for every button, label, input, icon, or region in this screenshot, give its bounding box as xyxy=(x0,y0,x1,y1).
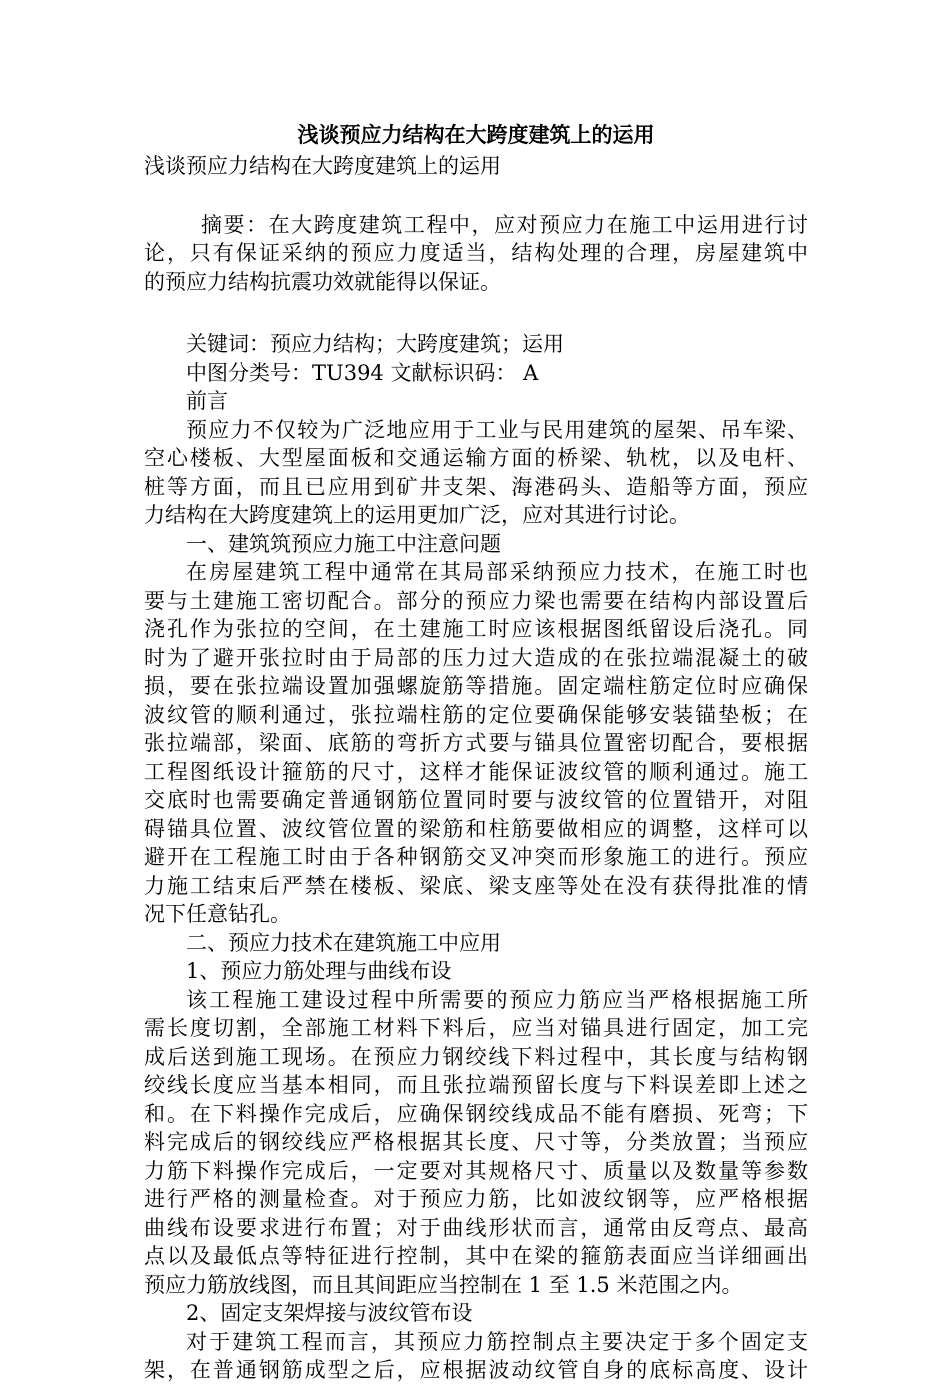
paragraph-line: 在房屋建筑工程中通常在其局部采纳预应力技术，在施工时也 xyxy=(186,560,808,584)
document-page xyxy=(144,118,808,1385)
paragraph-line: 需长度切割，全部施工材料下料后，应当对锚具进行固定，加工完 xyxy=(144,1016,808,1040)
paragraph-line: 损，要在张拉端设置加强螺旋筋等措施。固定端柱筋定位时应确保 xyxy=(144,674,808,698)
paragraph-line: 桩等方面，而且已应用到矿井支架、海港码头、造船等方面，预应 xyxy=(144,474,808,499)
paragraph-line: 绞线长度应当基本相同，而且张拉端预留长度与下料误差即上述之 xyxy=(144,1073,808,1097)
paragraph-line: 该工程施工建设过程中所需要的预应力筋应当严格根据施工所 xyxy=(186,987,808,1012)
section2-heading: 二、预应力技术在建筑施工中应用 xyxy=(186,930,501,955)
section1-paragraph xyxy=(144,558,808,929)
paragraph-line: 波纹管的顺利通过，张拉端柱筋的定位要确保能够安装锚垫板；在 xyxy=(144,702,808,727)
paragraph-line: 时为了避开张拉时由于局部的压力过大造成的在张拉端混凝土的破 xyxy=(144,645,808,670)
paragraph-line: 工程图纸设计箍筋的尺寸，这样才能保证波纹管的顺利通过。施工 xyxy=(144,759,808,784)
subsection1-paragraph xyxy=(144,986,808,1300)
keywords-line: 关键词：预应力结构；大跨度建筑；运用 xyxy=(186,332,564,356)
paragraph-line: 架，在普通钢筋成型之后，应根据波动纹管自身的底标高度、设计 xyxy=(144,1358,808,1382)
paragraph-line: 曲线布设要求进行布置；对于曲线形状而言，通常由反弯点、最高 xyxy=(144,1215,808,1240)
paragraph-line: 浇孔作为张拉的空间，在土建施工时应该根据图纸留设后浇孔。同 xyxy=(144,617,808,641)
paragraph-line: 对于建筑工程而言，其预应力筋控制点主要决定于多个固定支 xyxy=(186,1329,808,1354)
classification-line: 中图分类号：TU394 文献标识码： A xyxy=(186,360,539,385)
paragraph-line: 碍锚具位置、波纹管位置的梁筋和柱筋要做相应的调整，这样可以 xyxy=(144,816,808,841)
paragraph-line: 力结构在大跨度建筑上的运用更加广泛，应对其进行讨论。 xyxy=(144,503,690,527)
abstract-line: 论，只有保证采纳的预应力度适当，结构处理的合理，房屋建筑中 xyxy=(144,241,808,265)
paragraph-line: 况下任意钻孔。 xyxy=(144,902,291,926)
subsection2-heading: 2、固定支架焊接与波纹管布设 xyxy=(186,1301,473,1325)
paragraph-line: 预应力不仅较为广泛地应用于工业与民用建筑的屋架、吊车梁、 xyxy=(186,417,808,442)
subsection2-paragraph xyxy=(144,1328,808,1385)
abstract-line: 摘要：在大跨度建筑工程中，应对预应力在施工中运用进行讨 xyxy=(201,212,808,237)
paragraph-line: 避开在工程施工时由于各种钢筋交叉冲突而形象施工的进行。预应 xyxy=(144,845,808,869)
paragraph-line: 力施工结束后严禁在楼板、梁底、梁支座等处在没有获得批准的情 xyxy=(144,873,808,898)
paragraph-line: 预应力筋放线图，而且其间距应当控制在 1 至 1.5 米范围之内。 xyxy=(144,1272,743,1297)
paragraph-line: 张拉端部，梁面、底筋的弯折方式要与锚具位置密切配合，要根据 xyxy=(144,731,808,755)
paragraph-line: 进行严格的测量检查。对于预应力筋，比如波纹钢等，应严格根据 xyxy=(144,1187,808,1211)
abstract-paragraph xyxy=(144,211,808,297)
paragraph-line: 力筋下料操作完成后，一定要对其规格尺寸、质量以及数量等参数 xyxy=(144,1158,808,1183)
paragraph-line: 料完成后的钢绞线应严格根据其长度、尺寸等，分类放置；当预应 xyxy=(144,1130,808,1154)
section1-heading: 一、建筑筑预应力施工中注意问题 xyxy=(186,531,501,556)
document-subtitle: 浅谈预应力结构在大跨度建筑上的运用 xyxy=(144,154,501,178)
preface-heading: 前言 xyxy=(186,389,228,413)
paragraph-line: 点以及最低点等特征进行控制，其中在梁的箍筋表面应当详细画出 xyxy=(144,1244,808,1268)
preface-paragraph xyxy=(144,416,808,530)
paragraph-line: 空心楼板、大型屋面板和交通运输方面的桥梁、轨枕，以及电杆、 xyxy=(144,446,808,470)
subsection1-heading: 1、预应力筋处理与曲线布设 xyxy=(186,959,452,983)
document-title: 浅谈预应力结构在大跨度建筑上的运用 xyxy=(297,122,655,147)
abstract-line: 的预应力结构抗震功效就能得以保证。 xyxy=(144,269,501,294)
paragraph-line: 和。在下料操作完成后，应确保钢绞线成品不能有磨损、死弯；下 xyxy=(144,1101,808,1126)
paragraph-line: 交底时也需要确定普通钢筋位置同时要与波纹管的位置错开，对阻 xyxy=(144,788,808,812)
paragraph-line: 要与土建施工密切配合。部分的预应力梁也需要在结构内部设置后 xyxy=(144,588,808,613)
paragraph-line: 成后送到施工现场。在预应力钢绞线下料过程中，其长度与结构钢 xyxy=(144,1044,808,1069)
